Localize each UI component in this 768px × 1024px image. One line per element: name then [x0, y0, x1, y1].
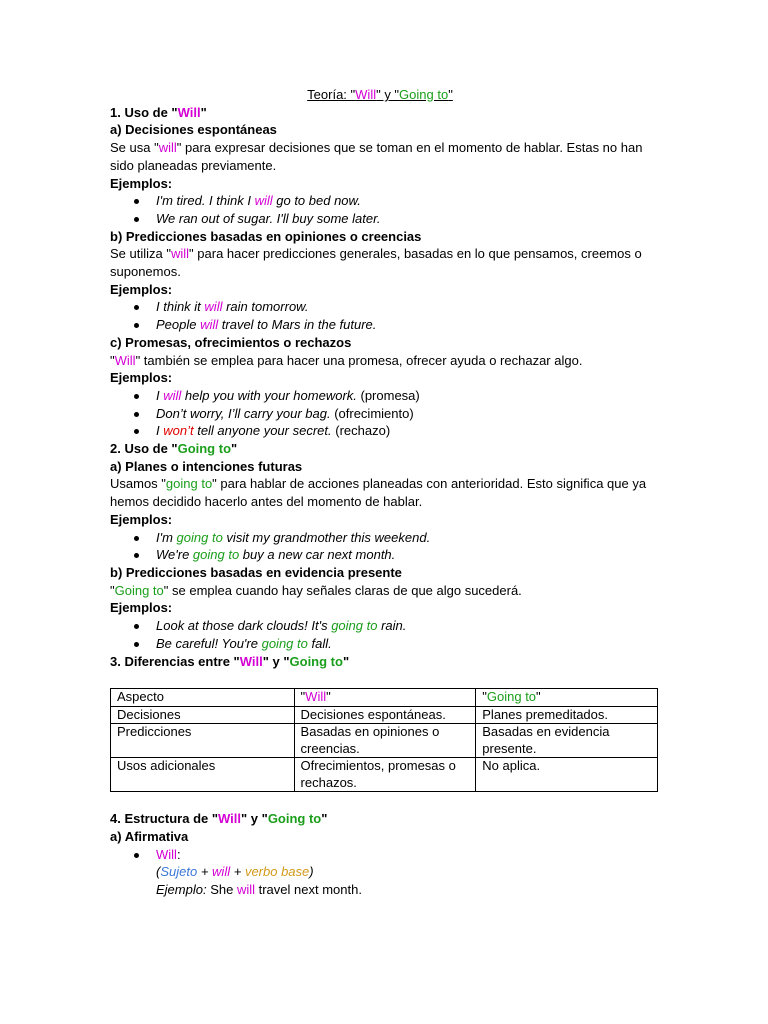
list-item: People will travel to Mars in the future.: [110, 316, 650, 334]
examples-list: [110, 529, 650, 564]
section-1c-heading: c) Promesas, ofrecimientos o rechazos: [110, 334, 352, 350]
examples-label: Ejemplos:: [110, 511, 173, 527]
table-cell: Decisiones espontáneas.: [294, 706, 476, 724]
examples-list: [110, 387, 650, 440]
table-header-cell: Aspecto: [111, 689, 295, 707]
comparison-table: [110, 688, 658, 792]
table-cell: Planes premeditados.: [476, 706, 658, 724]
examples-label: Ejemplos:: [110, 175, 173, 191]
examples-list: [110, 617, 650, 652]
examples-list: [110, 298, 650, 333]
list-item: Be careful! You're going to fall.: [110, 635, 650, 653]
section-1b-text: Se utiliza "will" para hacer predicciones generales, basadas en lo que pensamos, creemos o suponemos.: [110, 246, 642, 280]
section-1a-text: Se usa "will" para expresar decisiones que se toman en el momento de hablar. Estas no han sido planeadas previamente.: [110, 140, 643, 173]
document-content: [110, 86, 650, 899]
table-cell: No aplica.: [476, 758, 658, 792]
table-header-cell: "Going to": [476, 689, 658, 707]
table-cell: Usos adicionales: [111, 758, 295, 792]
examples-list: [110, 192, 650, 227]
list-item: Don’t worry, I’ll carry your bag. (ofrecimiento): [110, 405, 650, 423]
list-item: I'm going to visit my grandmother this weekend.: [110, 529, 650, 547]
examples-label: Ejemplos:: [110, 600, 173, 616]
section-1c-text: "Will" también se emplea para hacer una promesa, ofrecer ayuda o rechazar algo.: [110, 352, 583, 368]
list-item: Look at those dark clouds! It's going to rain.: [110, 617, 650, 635]
structure-list: [110, 846, 650, 864]
table-cell: Basadas en opiniones o creencias.: [294, 724, 476, 758]
section-3-heading: 3. Diferencias entre "Will" y "Going to": [110, 653, 350, 669]
list-item: I won’t tell anyone your secret. (rechazo): [110, 422, 650, 440]
section-2b-text: "Going to" se emplea cuando hay señales claras de que algo sucederá.: [110, 582, 522, 598]
examples-label: Ejemplos:: [110, 370, 173, 386]
will-example: Ejemplo: She will travel next month.: [156, 882, 362, 898]
table-cell: Decisiones: [111, 706, 295, 724]
section-1a-heading: a) Decisiones espontáneas: [110, 122, 277, 138]
section-1-heading: 1. Uso de "Will": [110, 104, 207, 120]
examples-label: Ejemplos:: [110, 281, 173, 297]
list-item: We ran out of sugar. I'll buy some later.: [110, 210, 650, 228]
table-row: [111, 706, 658, 724]
table-cell: Basadas en evidencia presente.: [476, 724, 658, 758]
list-item: I will help you with your homework. (promesa): [110, 387, 650, 405]
section-2a-heading: a) Planes o intenciones futuras: [110, 458, 303, 474]
page-title: Teoría: "Will" y "Going to": [307, 87, 453, 102]
list-item: I'm tired. I think I will go to bed now.: [110, 192, 650, 210]
table-header-row: [111, 689, 658, 707]
will-formula: (Sujeto + will + verbo base): [156, 864, 314, 880]
section-4a-heading: a) Afirmativa: [110, 828, 189, 844]
table-cell: Ofrecimientos, promesas o rechazos.: [294, 758, 476, 792]
list-item: I think it will rain tomorrow.: [110, 298, 650, 316]
section-2a-text: Usamos "going to" para hablar de acciones planeadas con anterioridad. Esto significa que ya hemos decidido hacerlo antes del momento de hablar.: [110, 476, 647, 510]
section-2-heading: 2. Uso de "Going to": [110, 441, 238, 457]
table-header-cell: "Will": [294, 689, 476, 707]
section-4-heading: 4. Estructura de "Will" y "Going to": [110, 811, 328, 827]
table-row: [111, 724, 658, 758]
list-item: We're going to buy a new car next month.: [110, 546, 650, 564]
table-cell: Predicciones: [111, 724, 295, 758]
table-row: [111, 758, 658, 792]
section-2b-heading: b) Predicciones basadas en evidencia presente: [110, 564, 402, 580]
list-item: Will:: [110, 846, 650, 864]
section-1b-heading: b) Predicciones basadas en opiniones o creencias: [110, 228, 422, 244]
